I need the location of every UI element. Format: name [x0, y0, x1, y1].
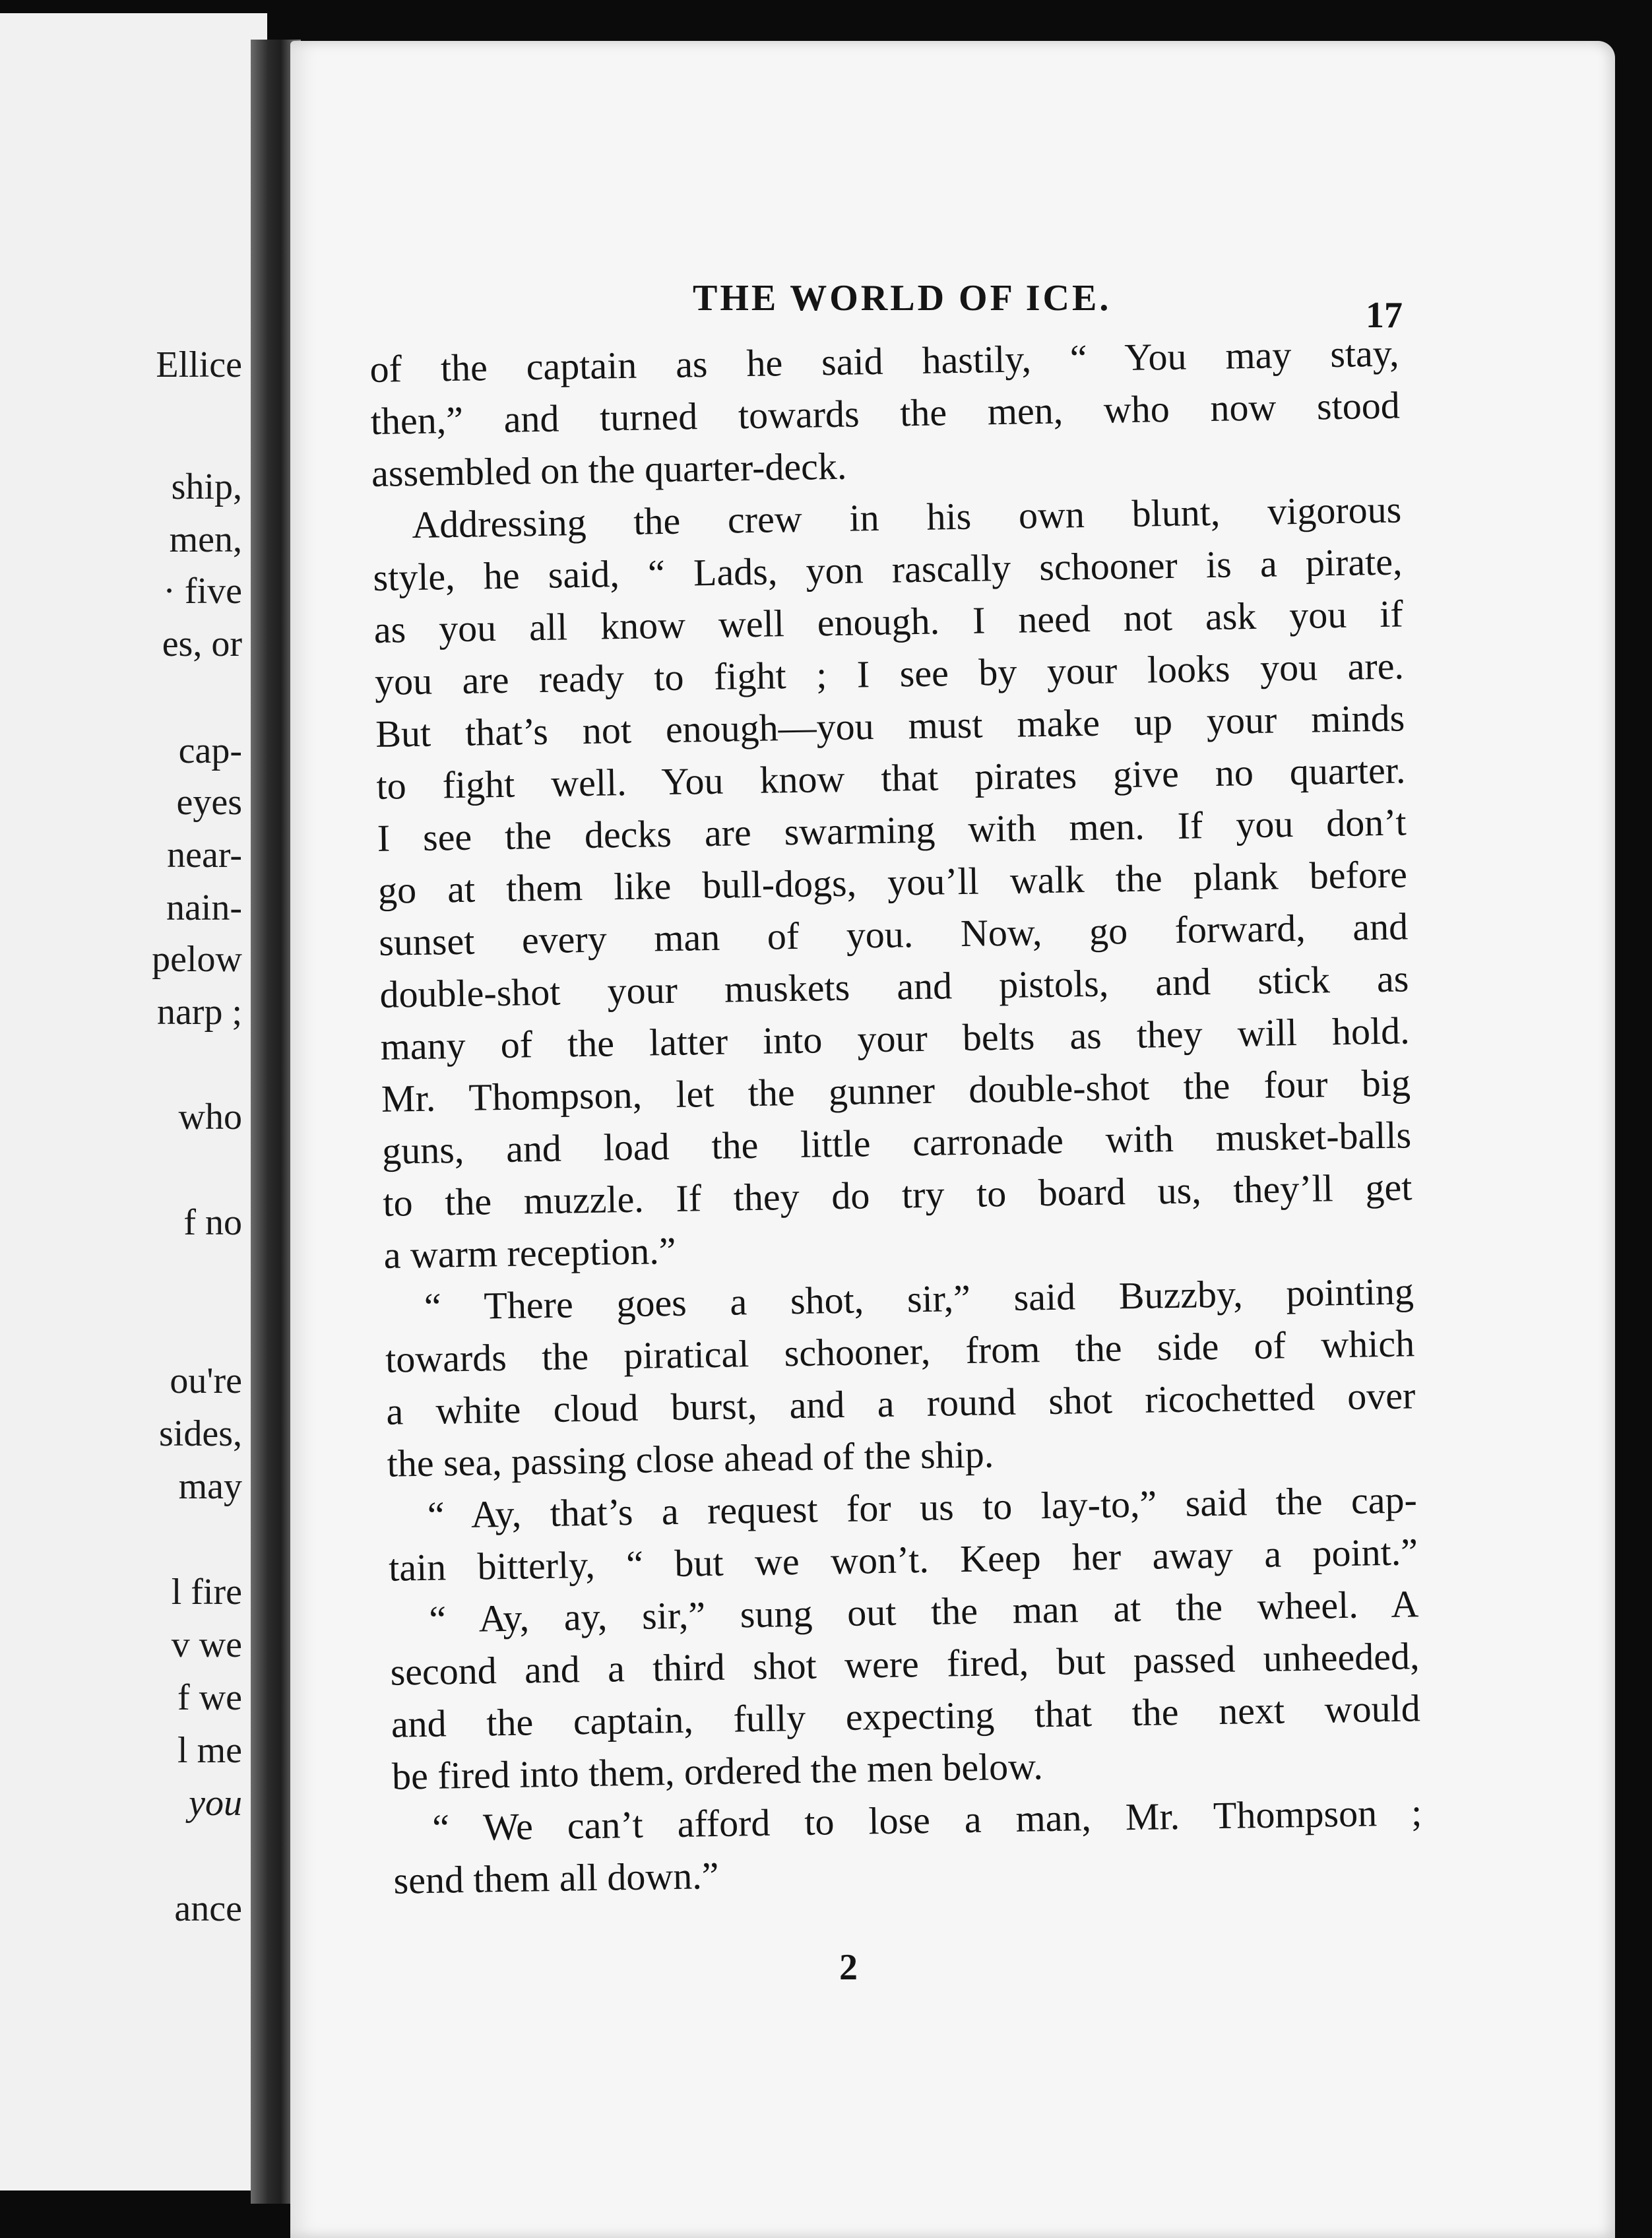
text-line: a white cloud burst, and a round shot ricochetted over	[385, 1374, 1416, 1433]
text-line: style, he said, “ Lads, yon rascally schooner is a pirate,	[373, 540, 1403, 599]
text-line: go at them like bull-dogs, you’ll walk the plank before	[377, 852, 1408, 912]
left-page-fragment: sides,	[159, 1413, 242, 1454]
text-line: second and a third shot were fired, but passed unheeded,	[390, 1634, 1420, 1694]
left-page-fragment: ship,	[171, 466, 242, 507]
running-head: THE WORLD OF ICE.	[693, 278, 1112, 319]
left-page-fragment: cap-	[178, 730, 242, 771]
text-line: tain bitterly, “ but we won’t. Keep her away a point.”	[388, 1530, 1418, 1589]
page-number: 17	[1366, 295, 1403, 336]
text-line: the sea, passing close ahead of the ship.	[387, 1432, 994, 1485]
left-page-fragment: men,	[169, 519, 242, 560]
left-page-fragment: may	[178, 1466, 242, 1507]
text-line: Mr. Thompson, let the gunner double-shot the four big	[381, 1061, 1411, 1120]
text-line: But that’s not enough—you must make up your minds	[375, 696, 1405, 755]
text-line: a warm reception.”	[383, 1229, 676, 1277]
left-page-fragment: v we	[171, 1624, 242, 1665]
text-line: to the muzzle. If they do try to board us, they’ll get	[382, 1165, 1413, 1225]
text-line: then,” and turned towards the men, who now stood	[370, 383, 1401, 443]
left-page-fragment: near-	[167, 835, 242, 876]
left-page	[0, 13, 267, 2190]
text-line: assembled on the quarter-deck.	[371, 444, 847, 495]
text-line: “ We can’t afford to lose a man, Mr. Thompson ;	[431, 1791, 1422, 1849]
text-line: Addressing the crew in his own blunt, vigorous	[411, 488, 1402, 547]
text-line: “ Ay, that’s a request for us to lay-to,” said the cap-	[427, 1478, 1418, 1537]
text-line: double-shot your muskets and pistols, and stick as	[379, 957, 1409, 1016]
text-line: “ Ay, ay, sir,” sung out the man at the wheel. A	[428, 1582, 1419, 1641]
left-page-fragment: you	[189, 1783, 242, 1824]
text-line: of the captain as he said hastily, “ You may stay,	[369, 331, 1399, 391]
left-page-fragment: pelow	[152, 939, 242, 980]
left-page-fragment: eyes	[176, 782, 242, 823]
text-line: you are ready to fight ; I see by your looks you are.	[374, 644, 1405, 703]
left-page-fragment: f no	[183, 1202, 242, 1243]
text-line: to fight well. You know that pirates give no quarter.	[376, 748, 1406, 808]
text-line: towards the piratical schooner, from the side of which	[385, 1322, 1415, 1381]
left-page-fragment: es, or	[162, 623, 242, 664]
left-page-fragment: · five	[163, 571, 242, 612]
text-line: be fired into them, ordered the men below.	[391, 1744, 1044, 1798]
text-line: send them all down.”	[393, 1853, 719, 1902]
left-page-fragment: l me	[177, 1730, 242, 1771]
left-page-fragment: ou're	[170, 1360, 242, 1401]
text-line: and the captain, fully expecting that the next would	[391, 1686, 1421, 1746]
left-page-fragment: narp ;	[156, 992, 242, 1033]
left-page-fragment: who	[178, 1097, 242, 1137]
text-line: “ There goes a shot, sir,” said Buzzby, pointing	[424, 1269, 1414, 1328]
body-text	[369, 327, 1423, 1906]
text-line: many of the latter into your belts as they will hold.	[380, 1009, 1411, 1068]
left-page-fragment: f we	[177, 1677, 242, 1718]
left-page-fragment: ance	[174, 1888, 242, 1929]
text-line: sunset every man of you. Now, go forward, and	[378, 905, 1409, 964]
text-line: guns, and load the little carronade with musket-balls	[381, 1113, 1412, 1172]
text-line: I see the decks are swarming with men. If you don’t	[377, 800, 1407, 860]
left-page-fragment: l fire	[171, 1572, 242, 1613]
left-page-fragment: Ellice	[156, 344, 242, 385]
signature-mark: 2	[839, 1947, 858, 1988]
text-line: as you all know well enough. I need not ask you if	[373, 592, 1404, 651]
left-page-fragment: nain-	[166, 887, 242, 928]
